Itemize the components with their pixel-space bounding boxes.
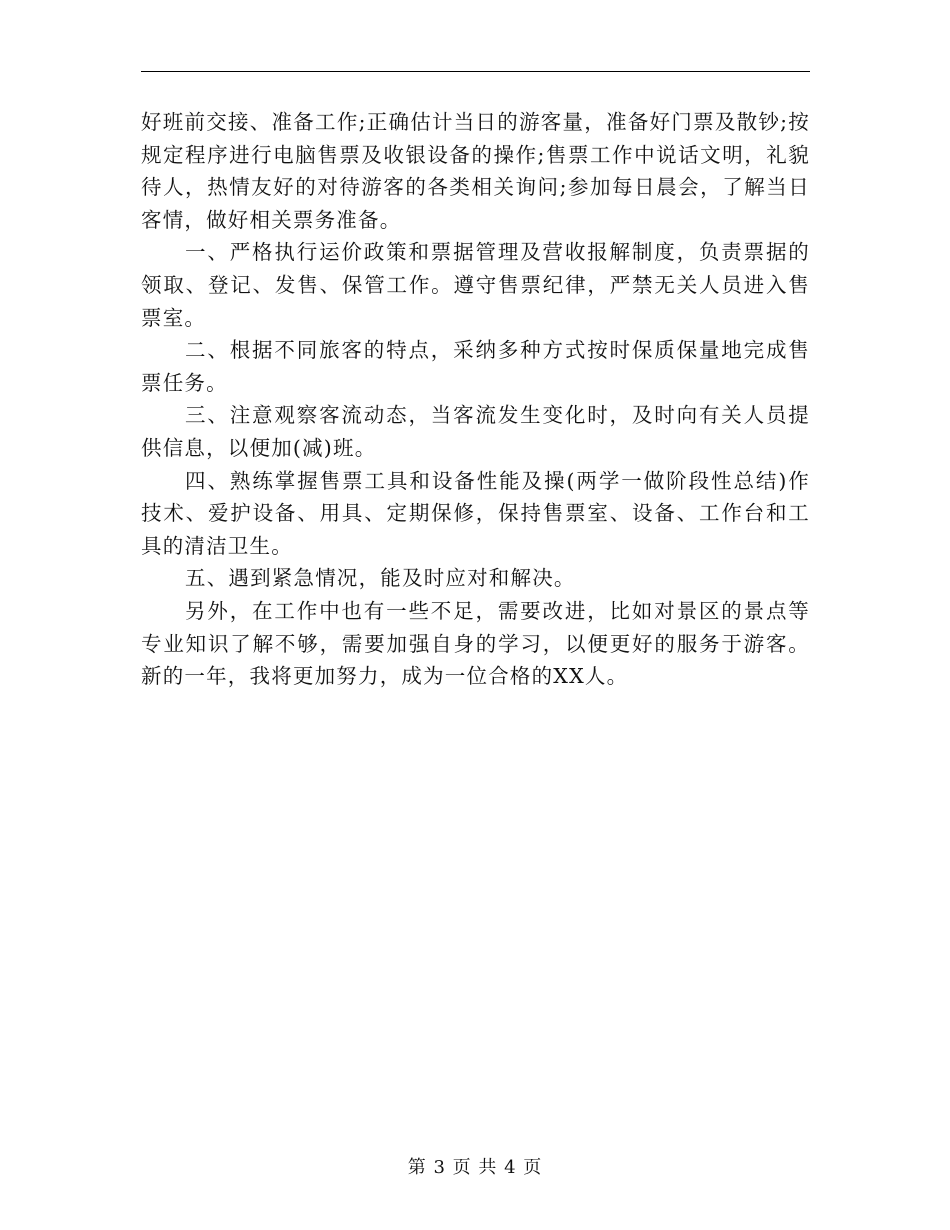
page-number-footer: 第 3 页 共 4 页 — [407, 1157, 543, 1178]
paragraph-item-3: 三、注意观察客流动态，当客流发生变化时，及时向有关人员提供信息，以便加(减)班。 — [141, 403, 810, 460]
paragraph-intro: 好班前交接、准备工作;正确估计当日的游客量，准备好门票及散钞;按规定程序进行电脑售票及收银设备的操作;售票工作中说话文明，礼貌待人，热情友好的对待游客的各类相关询问;参加每日晨会，了解当日客情，做好相关票务准备。 — [141, 110, 810, 232]
paragraph-item-2: 二、根据不同旅客的特点，采纳多种方式按时保质保量地完成售票任务。 — [141, 338, 810, 395]
paragraph-item-1: 一、严格执行运价政策和票据管理及营收报解制度，负责票据的领取、登记、发售、保管工作。遵守售票纪律，严禁无关人员进入售票室。 — [141, 240, 810, 330]
paragraph-item-5: 五、遇到紧急情况，能及时应对和解决。 — [185, 566, 576, 591]
paragraph-conclusion: 另外，在工作中也有一些不足，需要改进，比如对景区的景点等专业知识了解不够，需要加强自身的学习，以便更好的服务于游客。新的一年，我将更加努力，成为一位合格的XX人。 — [141, 598, 810, 689]
header-rule — [141, 71, 810, 72]
paragraph-item-4: 四、熟练掌握售票工具和设备性能及操(两学一做阶段性总结)作技术、爱护设备、用具、定期保修，保持售票室、设备、工作台和工具的清洁卫生。 — [141, 468, 810, 558]
document-body — [141, 106, 810, 693]
